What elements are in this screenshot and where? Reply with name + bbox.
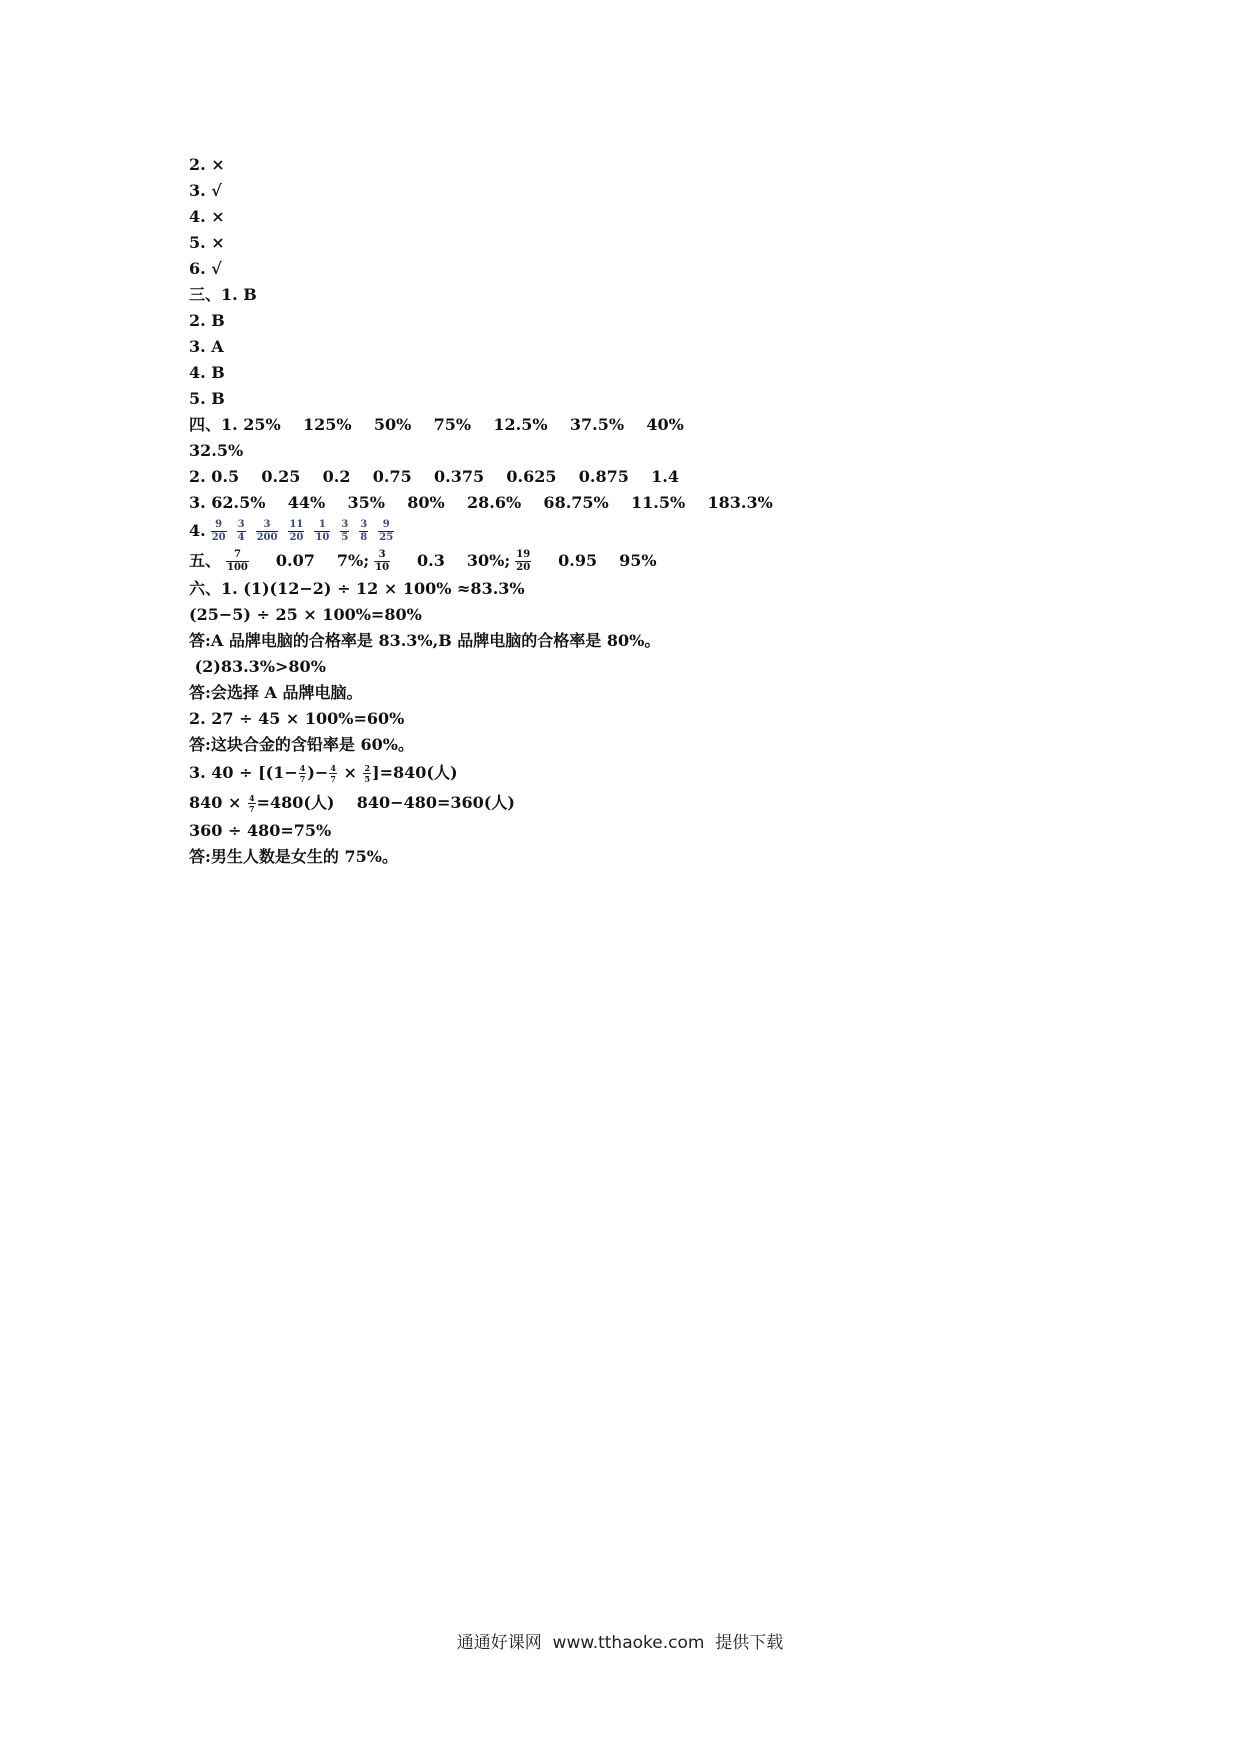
answer-line: 4. × — [189, 207, 225, 226]
expr-text: × — [337, 763, 363, 782]
expr-text: 3. 40 ÷ [(1− — [189, 763, 298, 782]
fraction: $\frac{3}{4}$ — [237, 518, 245, 543]
answer-line: 5. B — [189, 389, 225, 408]
answer-line: 2. 27 ÷ 45 × 100%=60% — [189, 709, 405, 728]
answer-line: 32.5% — [189, 441, 244, 460]
expr-text: =480(人) 840−480=360(人) — [256, 793, 515, 812]
fraction: $\frac{1}{10}$ — [315, 518, 330, 543]
line-prefix: 五、 — [189, 551, 222, 570]
answer-line: 答:这块合金的含铅率是 60%。 — [189, 735, 414, 754]
answer-content — [189, 152, 1089, 870]
answer-line: 六、1. (1)(12−2) ÷ 12 × 100% ≈83.3% — [189, 579, 525, 598]
answer-line: (25−5) ÷ 25 × 100%=80% — [189, 605, 422, 624]
fractions-line — [189, 516, 1089, 546]
value-text: 7%; — [336, 551, 370, 570]
value-text: 0.3 — [417, 551, 445, 570]
answer-line: 2. 0.5 0.25 0.2 0.75 0.375 0.625 0.875 1.4 — [189, 467, 679, 486]
answer-line: 360 ÷ 480=75% — [189, 821, 332, 840]
answer-line: 答:会选择 A 品牌电脑。 — [189, 683, 363, 702]
fraction: $\frac{4}{7}$ — [299, 762, 306, 784]
section-five-line — [189, 546, 1089, 576]
value-text: 30%; — [466, 551, 511, 570]
fraction: $\frac{4}{7}$ — [330, 762, 336, 784]
answer-line: 3. √ — [189, 181, 222, 200]
fraction: $\frac{3}{8}$ — [360, 518, 368, 543]
answer-line: 答:A 品牌电脑的合格率是 83.3%,B 品牌电脑的合格率是 80%。 — [189, 631, 661, 650]
answer-line: 答:男生人数是女生的 75%。 — [189, 847, 398, 866]
fraction: $\frac{4}{7}$ — [248, 792, 255, 814]
q3-line-a — [189, 758, 1089, 788]
answer-line: 四、1. 25% 125% 50% 75% 12.5% 37.5% 40% — [189, 415, 684, 434]
answer-line: 4. B — [189, 363, 225, 382]
answer-line: 6. √ — [189, 259, 222, 278]
answer-line: 5. × — [189, 233, 225, 252]
fraction: $\frac{19}{20}$ — [516, 548, 531, 573]
answer-line: 三、1. B — [189, 285, 257, 304]
expr-text: 840 × — [189, 793, 247, 812]
expr-text: ]=840(人) — [372, 763, 458, 782]
fraction: $\frac{9}{25}$ — [379, 518, 394, 543]
value-text: 95% — [619, 551, 657, 570]
fraction: $\frac{3}{10}$ — [375, 548, 390, 573]
fraction: $\frac{7}{100}$ — [227, 548, 248, 573]
answer-line: (2)83.3%>80% — [189, 657, 326, 676]
value-text: 0.95 — [558, 551, 598, 570]
answer-line: 2. × — [189, 155, 225, 174]
value-text: 0.07 — [275, 551, 315, 570]
line-prefix: 4. — [189, 521, 206, 540]
footer-text: 通通好课网 www.tthaoke.com 提供下载 — [456, 1633, 784, 1653]
fraction: $\frac{3}{5}$ — [341, 518, 349, 543]
answer-line: 3. 62.5% 44% 35% 80% 28.6% 68.75% 11.5% 183.3% — [189, 493, 773, 512]
fraction: $\frac{9}{20}$ — [211, 518, 226, 543]
fraction: $\frac{3}{200}$ — [256, 518, 278, 543]
q3-line-b — [189, 788, 1089, 818]
expr-text: )− — [307, 763, 329, 782]
fraction: $\frac{11}{20}$ — [289, 518, 304, 543]
fraction: $\frac{2}{5}$ — [364, 762, 371, 784]
answer-line: 3. A — [189, 337, 224, 356]
answer-line: 2. B — [189, 311, 225, 330]
